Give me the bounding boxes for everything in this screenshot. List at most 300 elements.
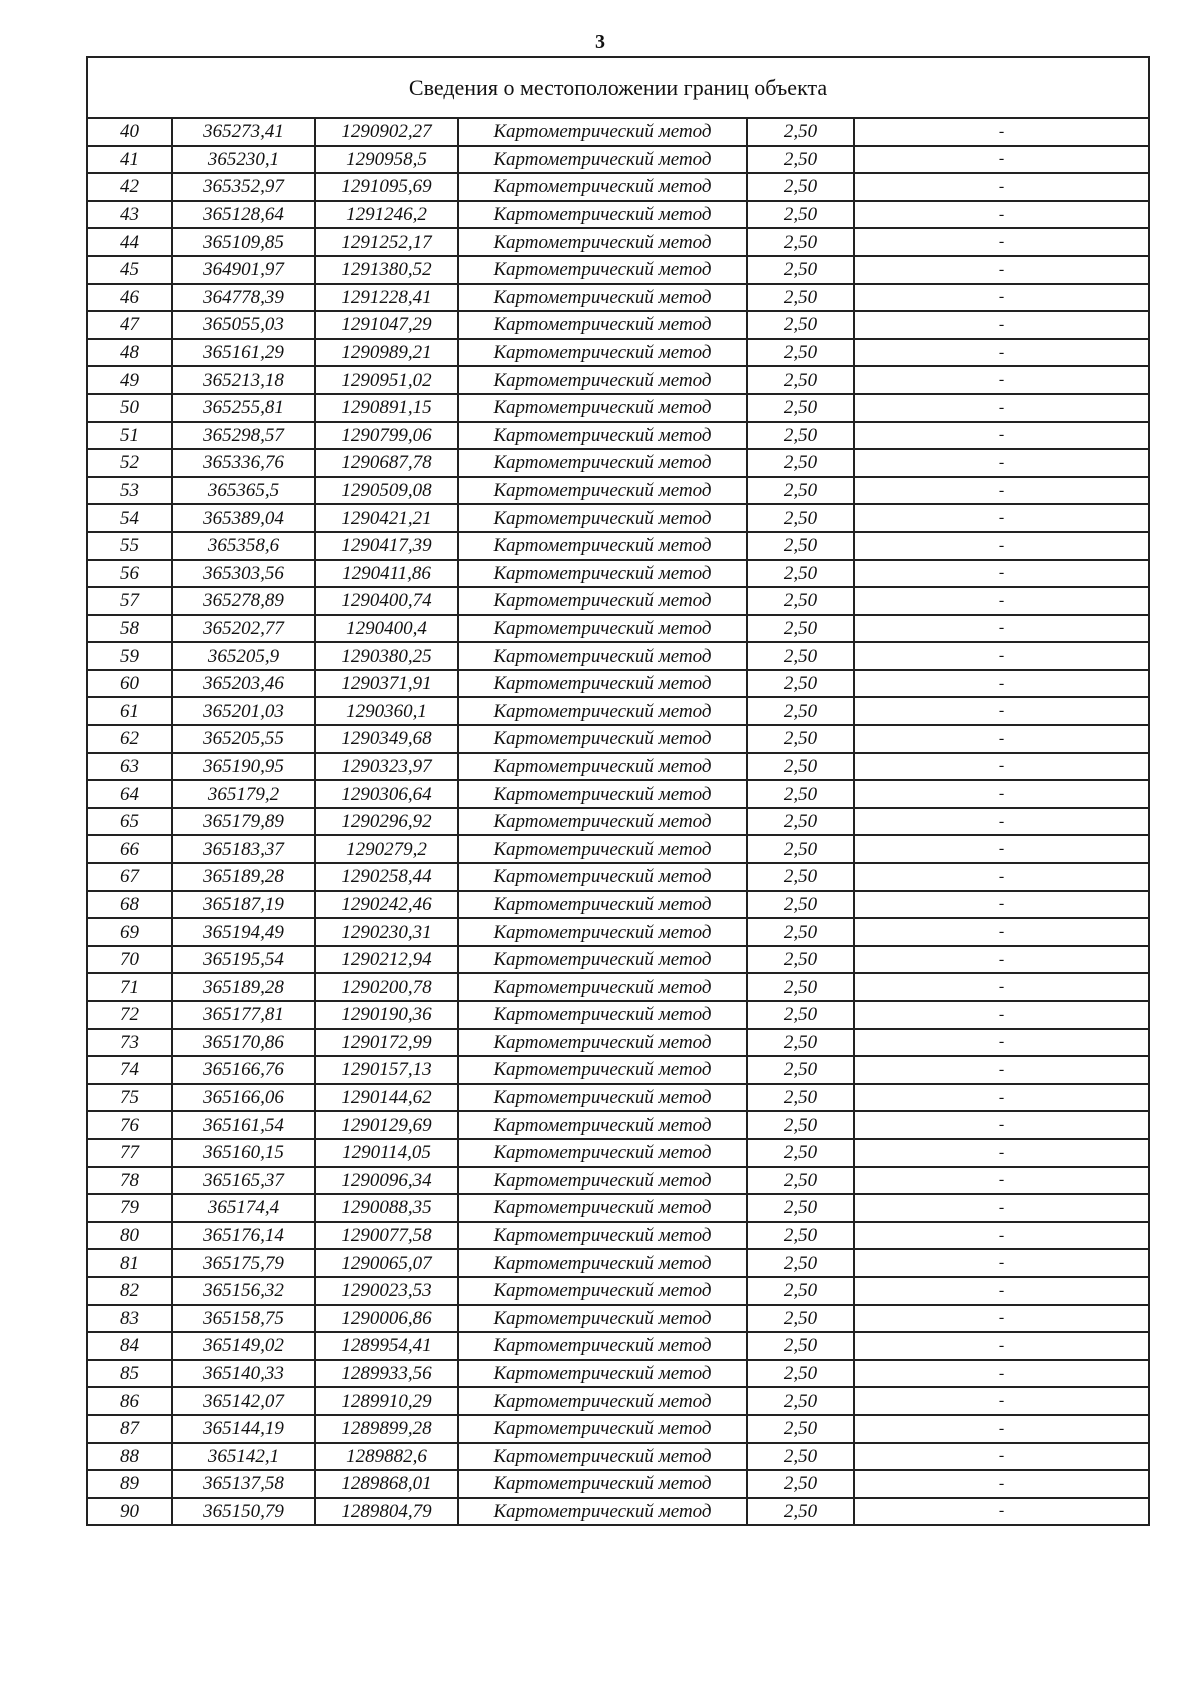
y-coordinate-cell: 1290096,34 — [315, 1167, 458, 1195]
method-cell: Картометрический метод — [458, 918, 747, 946]
table-row — [87, 311, 1149, 339]
point-number-cell: 88 — [87, 1443, 172, 1471]
method-cell: Картометрический метод — [458, 1498, 747, 1526]
x-coordinate-cell: 365142,1 — [172, 1443, 315, 1471]
accuracy-cell: 2,50 — [747, 1470, 854, 1498]
method-cell: Картометрический метод — [458, 725, 747, 753]
point-number-cell: 81 — [87, 1249, 172, 1277]
table-row — [87, 725, 1149, 753]
method-cell: Картометрический метод — [458, 587, 747, 615]
y-coordinate-cell: 1290279,2 — [315, 835, 458, 863]
table-row — [87, 146, 1149, 174]
y-coordinate-cell: 1290891,15 — [315, 394, 458, 422]
accuracy-cell: 2,50 — [747, 1222, 854, 1250]
accuracy-cell: 2,50 — [747, 587, 854, 615]
accuracy-cell: 2,50 — [747, 118, 854, 146]
table-row — [87, 1443, 1149, 1471]
table-row — [87, 753, 1149, 781]
x-coordinate-cell: 365149,02 — [172, 1332, 315, 1360]
y-coordinate-cell: 1291228,41 — [315, 284, 458, 312]
y-coordinate-cell: 1290902,27 — [315, 118, 458, 146]
y-coordinate-cell: 1290200,78 — [315, 973, 458, 1001]
method-cell: Картометрический метод — [458, 1029, 747, 1057]
accuracy-cell: 2,50 — [747, 1332, 854, 1360]
accuracy-cell: 2,50 — [747, 891, 854, 919]
point-number-cell: 83 — [87, 1305, 172, 1333]
y-coordinate-cell: 1290114,05 — [315, 1139, 458, 1167]
y-coordinate-cell: 1289882,6 — [315, 1443, 458, 1471]
point-number-cell: 49 — [87, 366, 172, 394]
method-cell: Картометрический метод — [458, 1056, 747, 1084]
y-coordinate-cell: 1290380,25 — [315, 642, 458, 670]
table-row — [87, 918, 1149, 946]
table-row — [87, 366, 1149, 394]
description-cell: - — [854, 1111, 1149, 1139]
description-cell: - — [854, 1249, 1149, 1277]
y-coordinate-cell: 1290989,21 — [315, 339, 458, 367]
x-coordinate-cell: 365195,54 — [172, 946, 315, 974]
accuracy-cell: 2,50 — [747, 560, 854, 588]
y-coordinate-cell: 1289954,41 — [315, 1332, 458, 1360]
accuracy-cell: 2,50 — [747, 173, 854, 201]
point-number-cell: 70 — [87, 946, 172, 974]
table-row — [87, 422, 1149, 450]
x-coordinate-cell: 365177,81 — [172, 1001, 315, 1029]
description-cell: - — [854, 532, 1149, 560]
x-coordinate-cell: 365230,1 — [172, 146, 315, 174]
point-number-cell: 47 — [87, 311, 172, 339]
method-cell: Картометрический метод — [458, 753, 747, 781]
y-coordinate-cell: 1289910,29 — [315, 1387, 458, 1415]
table-row — [87, 477, 1149, 505]
description-cell: - — [854, 228, 1149, 256]
x-coordinate-cell: 365144,19 — [172, 1415, 315, 1443]
y-coordinate-cell: 1290172,99 — [315, 1029, 458, 1057]
description-cell: - — [854, 504, 1149, 532]
method-cell: Картометрический метод — [458, 422, 747, 450]
point-number-cell: 55 — [87, 532, 172, 560]
accuracy-cell: 2,50 — [747, 146, 854, 174]
x-coordinate-cell: 365166,76 — [172, 1056, 315, 1084]
point-number-cell: 52 — [87, 449, 172, 477]
table-row — [87, 1249, 1149, 1277]
table-body — [87, 118, 1149, 1525]
description-cell: - — [854, 1084, 1149, 1112]
y-coordinate-cell: 1290077,58 — [315, 1222, 458, 1250]
point-number-cell: 80 — [87, 1222, 172, 1250]
point-number-cell: 63 — [87, 753, 172, 781]
x-coordinate-cell: 365205,9 — [172, 642, 315, 670]
method-cell: Картометрический метод — [458, 1332, 747, 1360]
x-coordinate-cell: 365055,03 — [172, 311, 315, 339]
x-coordinate-cell: 365336,76 — [172, 449, 315, 477]
description-cell: - — [854, 560, 1149, 588]
description-cell: - — [854, 615, 1149, 643]
point-number-cell: 40 — [87, 118, 172, 146]
point-number-cell: 64 — [87, 780, 172, 808]
description-cell: - — [854, 725, 1149, 753]
x-coordinate-cell: 365358,6 — [172, 532, 315, 560]
point-number-cell: 44 — [87, 228, 172, 256]
method-cell: Картометрический метод — [458, 780, 747, 808]
table-row — [87, 780, 1149, 808]
x-coordinate-cell: 365189,28 — [172, 863, 315, 891]
table-row — [87, 1387, 1149, 1415]
table-row — [87, 1415, 1149, 1443]
x-coordinate-cell: 365201,03 — [172, 697, 315, 725]
x-coordinate-cell: 365190,95 — [172, 753, 315, 781]
y-coordinate-cell: 1290157,13 — [315, 1056, 458, 1084]
method-cell: Картометрический метод — [458, 449, 747, 477]
description-cell: - — [854, 477, 1149, 505]
table-row — [87, 504, 1149, 532]
point-number-cell: 87 — [87, 1415, 172, 1443]
description-cell: - — [854, 146, 1149, 174]
description-cell: - — [854, 1167, 1149, 1195]
method-cell: Картометрический метод — [458, 339, 747, 367]
x-coordinate-cell: 365189,28 — [172, 973, 315, 1001]
description-cell: - — [854, 1277, 1149, 1305]
table-row — [87, 1305, 1149, 1333]
method-cell: Картометрический метод — [458, 1111, 747, 1139]
y-coordinate-cell: 1290023,53 — [315, 1277, 458, 1305]
method-cell: Картометрический метод — [458, 173, 747, 201]
table-row — [87, 642, 1149, 670]
x-coordinate-cell: 365365,5 — [172, 477, 315, 505]
y-coordinate-cell: 1290400,4 — [315, 615, 458, 643]
table-row — [87, 1277, 1149, 1305]
table-row — [87, 339, 1149, 367]
x-coordinate-cell: 365170,86 — [172, 1029, 315, 1057]
point-number-cell: 90 — [87, 1498, 172, 1526]
accuracy-cell: 2,50 — [747, 642, 854, 670]
description-cell: - — [854, 808, 1149, 836]
accuracy-cell: 2,50 — [747, 504, 854, 532]
y-coordinate-cell: 1290296,92 — [315, 808, 458, 836]
table-row — [87, 449, 1149, 477]
method-cell: Картометрический метод — [458, 615, 747, 643]
x-coordinate-cell: 365156,32 — [172, 1277, 315, 1305]
accuracy-cell: 2,50 — [747, 1498, 854, 1526]
point-number-cell: 67 — [87, 863, 172, 891]
method-cell: Картометрический метод — [458, 1167, 747, 1195]
x-coordinate-cell: 365187,19 — [172, 891, 315, 919]
description-cell: - — [854, 173, 1149, 201]
point-number-cell: 66 — [87, 835, 172, 863]
y-coordinate-cell: 1291047,29 — [315, 311, 458, 339]
x-coordinate-cell: 365203,46 — [172, 670, 315, 698]
accuracy-cell: 2,50 — [747, 835, 854, 863]
method-cell: Картометрический метод — [458, 1277, 747, 1305]
y-coordinate-cell: 1290006,86 — [315, 1305, 458, 1333]
method-cell: Картометрический метод — [458, 477, 747, 505]
point-number-cell: 60 — [87, 670, 172, 698]
x-coordinate-cell: 365166,06 — [172, 1084, 315, 1112]
point-number-cell: 84 — [87, 1332, 172, 1360]
point-number-cell: 72 — [87, 1001, 172, 1029]
page-number: 3 — [595, 31, 605, 53]
method-cell: Картометрический метод — [458, 1222, 747, 1250]
table-row — [87, 1222, 1149, 1250]
accuracy-cell: 2,50 — [747, 1415, 854, 1443]
description-cell: - — [854, 1001, 1149, 1029]
point-number-cell: 41 — [87, 146, 172, 174]
table-row — [87, 1001, 1149, 1029]
y-coordinate-cell: 1291246,2 — [315, 201, 458, 229]
table-row — [87, 1332, 1149, 1360]
accuracy-cell: 2,50 — [747, 1001, 854, 1029]
table-row — [87, 256, 1149, 284]
method-cell: Картометрический метод — [458, 366, 747, 394]
x-coordinate-cell: 365128,64 — [172, 201, 315, 229]
method-cell: Картометрический метод — [458, 201, 747, 229]
y-coordinate-cell: 1291095,69 — [315, 173, 458, 201]
y-coordinate-cell: 1290242,46 — [315, 891, 458, 919]
y-coordinate-cell: 1290951,02 — [315, 366, 458, 394]
x-coordinate-cell: 365278,89 — [172, 587, 315, 615]
point-number-cell: 48 — [87, 339, 172, 367]
table-row — [87, 201, 1149, 229]
accuracy-cell: 2,50 — [747, 366, 854, 394]
x-coordinate-cell: 365150,79 — [172, 1498, 315, 1526]
accuracy-cell: 2,50 — [747, 1029, 854, 1057]
x-coordinate-cell: 365174,4 — [172, 1194, 315, 1222]
description-cell: - — [854, 835, 1149, 863]
method-cell: Картометрический метод — [458, 1305, 747, 1333]
point-number-cell: 82 — [87, 1277, 172, 1305]
x-coordinate-cell: 365137,58 — [172, 1470, 315, 1498]
description-cell: - — [854, 753, 1149, 781]
description-cell: - — [854, 891, 1149, 919]
x-coordinate-cell: 365202,77 — [172, 615, 315, 643]
table-title-row — [87, 57, 1149, 118]
point-number-cell: 68 — [87, 891, 172, 919]
boundary-coordinates-sheet — [86, 56, 1148, 1526]
description-cell: - — [854, 366, 1149, 394]
description-cell: - — [854, 587, 1149, 615]
y-coordinate-cell: 1289804,79 — [315, 1498, 458, 1526]
table-row — [87, 835, 1149, 863]
description-cell: - — [854, 946, 1149, 974]
point-number-cell: 59 — [87, 642, 172, 670]
table-row — [87, 1111, 1149, 1139]
description-cell: - — [854, 284, 1149, 312]
table-row — [87, 615, 1149, 643]
x-coordinate-cell: 365158,75 — [172, 1305, 315, 1333]
x-coordinate-cell: 365142,07 — [172, 1387, 315, 1415]
table-row — [87, 863, 1149, 891]
point-number-cell: 86 — [87, 1387, 172, 1415]
method-cell: Картометрический метод — [458, 891, 747, 919]
description-cell: - — [854, 1056, 1149, 1084]
x-coordinate-cell: 364778,39 — [172, 284, 315, 312]
description-cell: - — [854, 1360, 1149, 1388]
y-coordinate-cell: 1290400,74 — [315, 587, 458, 615]
x-coordinate-cell: 365213,18 — [172, 366, 315, 394]
y-coordinate-cell: 1289933,56 — [315, 1360, 458, 1388]
y-coordinate-cell: 1290323,97 — [315, 753, 458, 781]
table-row — [87, 891, 1149, 919]
point-number-cell: 75 — [87, 1084, 172, 1112]
y-coordinate-cell: 1290212,94 — [315, 946, 458, 974]
description-cell: - — [854, 449, 1149, 477]
table-row — [87, 173, 1149, 201]
y-coordinate-cell: 1290687,78 — [315, 449, 458, 477]
x-coordinate-cell: 365179,89 — [172, 808, 315, 836]
point-number-cell: 76 — [87, 1111, 172, 1139]
accuracy-cell: 2,50 — [747, 1360, 854, 1388]
table-row — [87, 228, 1149, 256]
point-number-cell: 62 — [87, 725, 172, 753]
point-number-cell: 58 — [87, 615, 172, 643]
description-cell: - — [854, 918, 1149, 946]
x-coordinate-cell: 365140,33 — [172, 1360, 315, 1388]
x-coordinate-cell: 365109,85 — [172, 228, 315, 256]
method-cell: Картометрический метод — [458, 835, 747, 863]
table-row — [87, 1194, 1149, 1222]
point-number-cell: 50 — [87, 394, 172, 422]
accuracy-cell: 2,50 — [747, 1194, 854, 1222]
accuracy-cell: 2,50 — [747, 808, 854, 836]
method-cell: Картометрический метод — [458, 642, 747, 670]
x-coordinate-cell: 365160,15 — [172, 1139, 315, 1167]
accuracy-cell: 2,50 — [747, 532, 854, 560]
method-cell: Картометрический метод — [458, 697, 747, 725]
table-row — [87, 946, 1149, 974]
table-row — [87, 973, 1149, 1001]
x-coordinate-cell: 365298,57 — [172, 422, 315, 450]
x-coordinate-cell: 365205,55 — [172, 725, 315, 753]
description-cell: - — [854, 394, 1149, 422]
accuracy-cell: 2,50 — [747, 697, 854, 725]
y-coordinate-cell: 1290065,07 — [315, 1249, 458, 1277]
description-cell: - — [854, 256, 1149, 284]
method-cell: Картометрический метод — [458, 1001, 747, 1029]
description-cell: - — [854, 780, 1149, 808]
table-row — [87, 532, 1149, 560]
method-cell: Картометрический метод — [458, 504, 747, 532]
point-number-cell: 42 — [87, 173, 172, 201]
table-row — [87, 1498, 1149, 1526]
description-cell: - — [854, 118, 1149, 146]
y-coordinate-cell: 1290799,06 — [315, 422, 458, 450]
accuracy-cell: 2,50 — [747, 477, 854, 505]
point-number-cell: 65 — [87, 808, 172, 836]
table-row — [87, 284, 1149, 312]
point-number-cell: 74 — [87, 1056, 172, 1084]
accuracy-cell: 2,50 — [747, 284, 854, 312]
y-coordinate-cell: 1289868,01 — [315, 1470, 458, 1498]
table-row — [87, 1360, 1149, 1388]
accuracy-cell: 2,50 — [747, 1387, 854, 1415]
table-row — [87, 1056, 1149, 1084]
accuracy-cell: 2,50 — [747, 449, 854, 477]
method-cell: Картометрический метод — [458, 532, 747, 560]
accuracy-cell: 2,50 — [747, 201, 854, 229]
table-row — [87, 697, 1149, 725]
x-coordinate-cell: 364901,97 — [172, 256, 315, 284]
point-number-cell: 85 — [87, 1360, 172, 1388]
point-number-cell: 54 — [87, 504, 172, 532]
y-coordinate-cell: 1289899,28 — [315, 1415, 458, 1443]
description-cell: - — [854, 670, 1149, 698]
description-cell: - — [854, 422, 1149, 450]
y-coordinate-cell: 1290306,64 — [315, 780, 458, 808]
y-coordinate-cell: 1290958,5 — [315, 146, 458, 174]
description-cell: - — [854, 1139, 1149, 1167]
table-title: Сведения о местоположении границ объекта — [87, 57, 1149, 118]
y-coordinate-cell: 1290509,08 — [315, 477, 458, 505]
accuracy-cell: 2,50 — [747, 1084, 854, 1112]
table-row — [87, 1139, 1149, 1167]
point-number-cell: 45 — [87, 256, 172, 284]
y-coordinate-cell: 1290088,35 — [315, 1194, 458, 1222]
method-cell: Картометрический метод — [458, 1139, 747, 1167]
x-coordinate-cell: 365161,54 — [172, 1111, 315, 1139]
y-coordinate-cell: 1290417,39 — [315, 532, 458, 560]
description-cell: - — [854, 863, 1149, 891]
description-cell: - — [854, 1387, 1149, 1415]
accuracy-cell: 2,50 — [747, 670, 854, 698]
method-cell: Картометрический метод — [458, 118, 747, 146]
x-coordinate-cell: 365273,41 — [172, 118, 315, 146]
x-coordinate-cell: 365194,49 — [172, 918, 315, 946]
method-cell: Картометрический метод — [458, 973, 747, 1001]
point-number-cell: 71 — [87, 973, 172, 1001]
method-cell: Картометрический метод — [458, 228, 747, 256]
x-coordinate-cell: 365179,2 — [172, 780, 315, 808]
accuracy-cell: 2,50 — [747, 973, 854, 1001]
accuracy-cell: 2,50 — [747, 946, 854, 974]
x-coordinate-cell: 365176,14 — [172, 1222, 315, 1250]
table-row — [87, 118, 1149, 146]
accuracy-cell: 2,50 — [747, 780, 854, 808]
accuracy-cell: 2,50 — [747, 1249, 854, 1277]
boundary-coordinates-table — [86, 56, 1150, 1526]
point-number-cell: 78 — [87, 1167, 172, 1195]
x-coordinate-cell: 365303,56 — [172, 560, 315, 588]
point-number-cell: 57 — [87, 587, 172, 615]
method-cell: Картометрический метод — [458, 946, 747, 974]
x-coordinate-cell: 365389,04 — [172, 504, 315, 532]
method-cell: Картометрический метод — [458, 1443, 747, 1471]
description-cell: - — [854, 311, 1149, 339]
accuracy-cell: 2,50 — [747, 1111, 854, 1139]
point-number-cell: 43 — [87, 201, 172, 229]
method-cell: Картометрический метод — [458, 146, 747, 174]
description-cell: - — [854, 642, 1149, 670]
method-cell: Картометрический метод — [458, 863, 747, 891]
accuracy-cell: 2,50 — [747, 1443, 854, 1471]
x-coordinate-cell: 365255,81 — [172, 394, 315, 422]
method-cell: Картометрический метод — [458, 1470, 747, 1498]
method-cell: Картометрический метод — [458, 394, 747, 422]
accuracy-cell: 2,50 — [747, 394, 854, 422]
y-coordinate-cell: 1291252,17 — [315, 228, 458, 256]
description-cell: - — [854, 1498, 1149, 1526]
y-coordinate-cell: 1290360,1 — [315, 697, 458, 725]
table-row — [87, 1084, 1149, 1112]
accuracy-cell: 2,50 — [747, 422, 854, 450]
point-number-cell: 46 — [87, 284, 172, 312]
method-cell: Картометрический метод — [458, 1360, 747, 1388]
description-cell: - — [854, 973, 1149, 1001]
accuracy-cell: 2,50 — [747, 1139, 854, 1167]
accuracy-cell: 2,50 — [747, 228, 854, 256]
table-row — [87, 808, 1149, 836]
accuracy-cell: 2,50 — [747, 1305, 854, 1333]
accuracy-cell: 2,50 — [747, 339, 854, 367]
